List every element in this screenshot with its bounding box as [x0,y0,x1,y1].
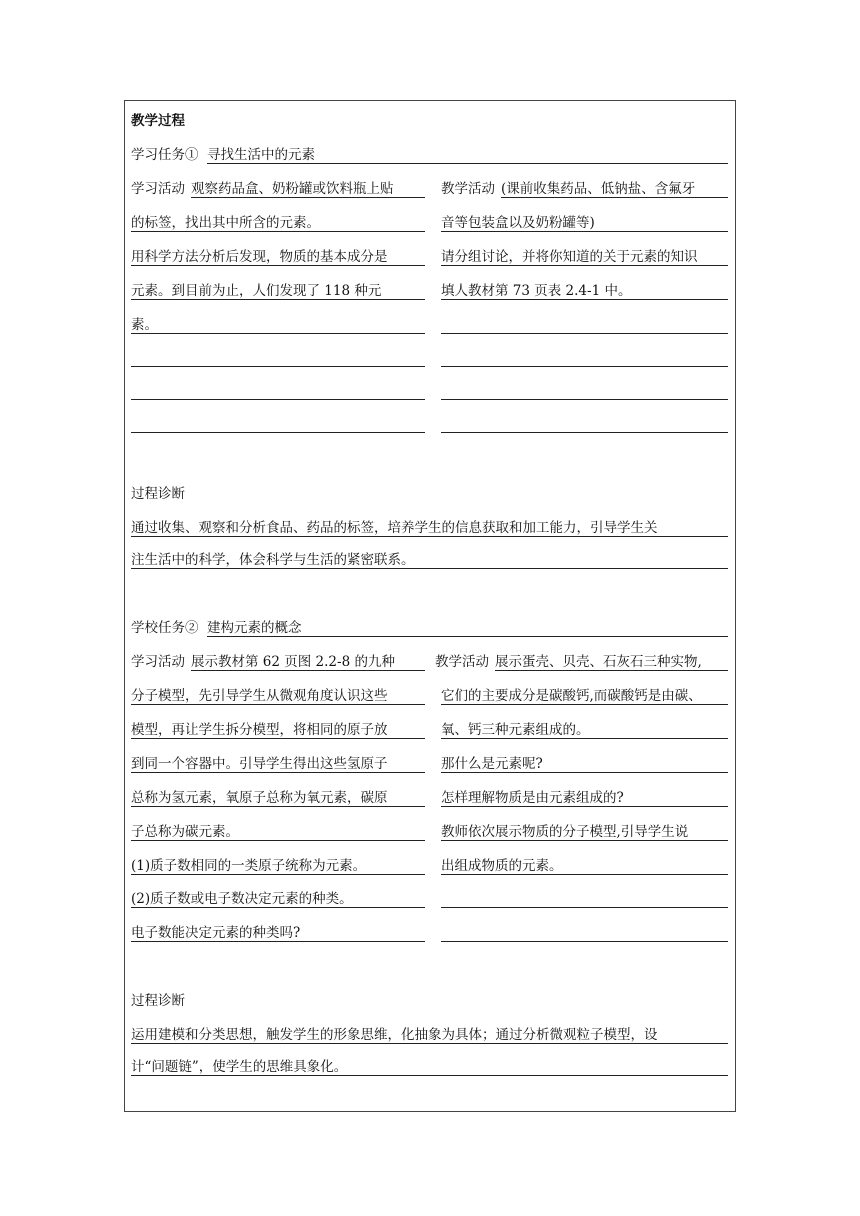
answer-line [131,333,425,334]
answer-line [131,231,425,232]
diag2-line: 计“问题链”，使学生的思维具象化。 [131,1059,348,1075]
answer-line [131,366,425,367]
answer-line [441,704,728,705]
answer-line [131,806,425,807]
answer-line [441,941,728,942]
answer-line [131,772,425,773]
task2-student-label: 学习活动 [131,654,185,670]
answer-line [131,568,728,569]
answer-line [191,197,425,198]
diag1-label: 过程诊断 [131,486,185,502]
task1-student-line: 用科学方法分析后发现，物质的基本成分是 [131,249,388,265]
task2-student-line: 子总称为碳元素。 [131,824,239,840]
section-heading: 教学过程 [131,113,185,129]
answer-line [131,941,425,942]
answer-line [191,670,425,671]
answer-line [131,704,425,705]
answer-line [131,840,425,841]
task2-teacher-line: 氧、钙三种元素组成的。 [441,722,590,738]
task1-student-line: 元素。到目前为止，人们发现了 118 种元 [131,283,382,299]
task2-teacher-line: 那什么是元素呢? [441,756,543,772]
answer-line [441,333,728,334]
answer-line [441,738,728,739]
task2-teacher-line: 教师依次展示物质的分子模型,引导学生说 [441,824,689,840]
answer-line [131,432,425,433]
answer-line [441,772,728,773]
task1-teacher-line: (课前收集药品、低钠盐、含氟牙 [501,181,696,197]
task2-title-underline [207,636,728,637]
task2-student-line: 到同一个容器中。引导学生得出这些氢原子 [131,756,388,772]
answer-line [131,1075,728,1076]
task2-teacher-line: 它们的主要成分是碳酸钙,而碳酸钙是由碳、 [441,688,702,704]
task1-title: 寻找生活中的元素 [207,147,315,163]
task2-label: 学校任务② [131,620,199,636]
diag1-line: 注生活中的科学，体会科学与生活的紧密联系。 [131,552,415,568]
answer-line [441,907,728,908]
answer-line [441,874,728,875]
task2-student-line: (2)质子数或电子数决定元素的种类。 [131,891,353,907]
answer-line [131,265,425,266]
answer-line [441,366,728,367]
task2-student-line: 电子数能决定元素的种类吗? [131,925,301,941]
task1-teacher-label: 教学活动 [441,181,495,197]
answer-line [441,806,728,807]
task2-student-line: 模型，再让学生拆分模型，将相同的原子放 [131,722,388,738]
task1-teacher-line: 音等包装盒以及奶粉罐等) [441,215,595,231]
diag2-line: 运用建模和分类思想，触发学生的形象思维，化抽象为具体；通过分析微观粒子模型，设 [131,1027,658,1043]
task1-student-label: 学习活动 [131,181,185,197]
answer-line [131,399,425,400]
task1-student-line: 素。 [131,317,158,333]
task2-teacher-label: 教学活动 [435,654,489,670]
task2-student-line: 总称为氢元素，氧原子总称为氧元素，碳原 [131,790,388,806]
answer-line [501,197,728,198]
diag1-line: 通过收集、观察和分析食品、药品的标签，培养学生的信息获取和加工能力，引导学生关 [131,520,658,536]
task2-student-line: 展示教材第 62 页图 2.2-8 的九种 [191,654,395,670]
diag2-label: 过程诊断 [131,993,185,1009]
answer-line [131,1043,728,1044]
answer-line [131,907,425,908]
answer-line [441,399,728,400]
task2-teacher-line: 出组成物质的元素。 [441,858,563,874]
task1-student-line: 观察药品盒、奶粉罐或饮料瓶上贴 [191,181,394,197]
answer-line [131,299,425,300]
answer-line [441,432,728,433]
task1-label: 学习任务① [131,147,199,163]
answer-line [495,670,728,671]
answer-line [131,874,425,875]
task2-student-line: (1)质子数相同的一类原子统称为元素。 [131,858,367,874]
answer-line [131,738,425,739]
task1-student-line: 的标签，找出其中所含的元素。 [131,215,320,231]
answer-line [441,231,728,232]
task1-teacher-line: 填人教材第 73 页表 2.4-1 中。 [441,283,632,299]
task2-teacher-line: 怎样理解物质是由元素组成的? [441,790,624,806]
answer-line [441,265,728,266]
task2-teacher-line: 展示蛋壳、贝壳、石灰石三种实物, [495,654,702,670]
answer-line [441,840,728,841]
task2-title: 建构元素的概念 [207,620,302,636]
task1-teacher-line: 请分组讨论，并将你知道的关于元素的知识 [441,249,698,265]
task2-student-line: 分子模型，先引导学生从微观角度认识这些 [131,688,388,704]
answer-line [441,299,728,300]
answer-line [131,536,728,537]
task1-title-underline [207,163,728,164]
